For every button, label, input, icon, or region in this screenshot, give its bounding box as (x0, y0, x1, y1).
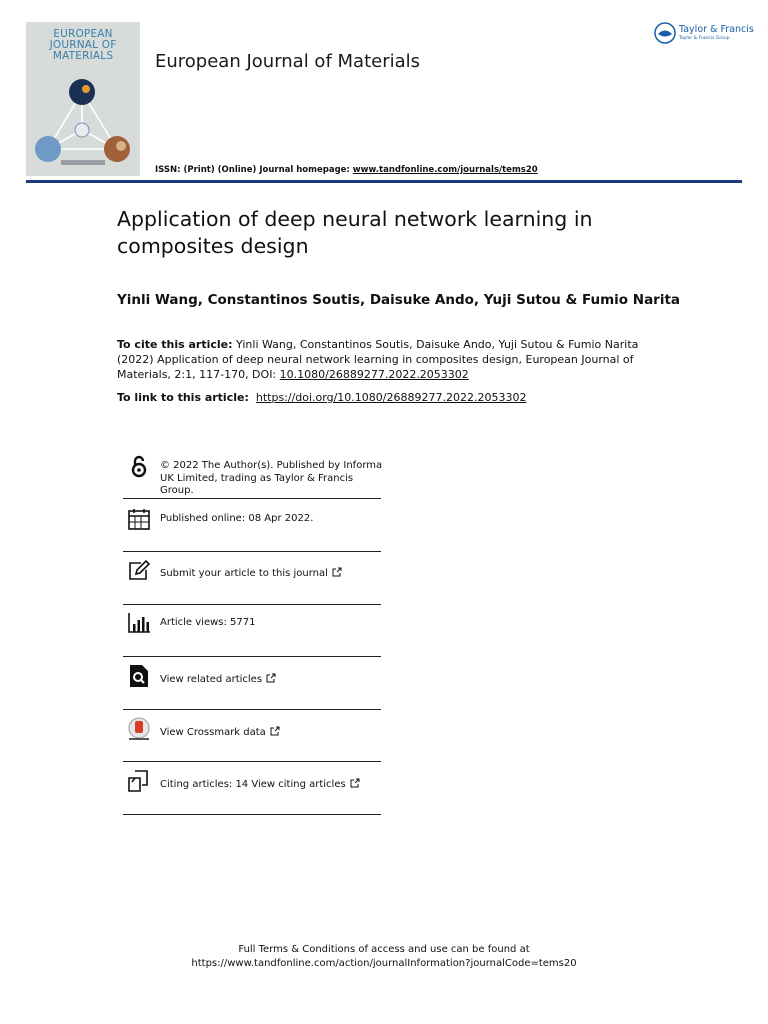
external-link-icon (350, 778, 360, 788)
info-divider (123, 551, 381, 552)
cite-doi-link[interactable]: 10.1080/26889277.2022.2053302 (279, 368, 469, 381)
article-views-text: Article views: 5771 (160, 617, 256, 628)
cover-artwork (26, 22, 140, 176)
calendar-icon (127, 507, 151, 531)
submit-article-link[interactable]: Submit your article to this journal (160, 568, 328, 579)
cover-title: EUROPEAN JOURNAL OF MATERIALS (49, 28, 117, 62)
external-link-icon (270, 726, 280, 736)
article-title: Application of deep neural network learning in composites design (117, 207, 593, 258)
journal-cover (26, 22, 140, 176)
link-label: To link to this article: (117, 391, 249, 404)
cite-label: To cite this article: (117, 338, 233, 351)
footer-terms (0, 943, 768, 971)
crossmark-link[interactable]: View Crossmark data (160, 727, 266, 738)
footer-terms-link[interactable]: https://www.tandfonline.com/action/journalInformation?journalCode=tems20 (191, 958, 577, 969)
info-divider (123, 656, 381, 657)
edit-icon (127, 559, 151, 583)
info-divider (123, 814, 381, 815)
citation-block (117, 337, 657, 382)
publisher-subname: Taylor & Francis Group (679, 36, 730, 41)
open-access-text: © 2022 The Author(s). Published by Informa UK Limited, trading as Taylor & Francis Group. (160, 460, 383, 496)
info-divider (123, 761, 381, 762)
info-divider (123, 709, 381, 710)
journal-name: European Journal of Materials (155, 51, 421, 72)
citing-articles-link[interactable]: Citing articles: 14 View citing articles (160, 779, 346, 790)
open-access-icon (127, 455, 151, 479)
citing-articles-icon (127, 769, 151, 793)
article-doi-link[interactable]: https://doi.org/10.1080/26889277.2022.2053302 (255, 391, 527, 404)
external-link-icon (332, 567, 342, 577)
info-divider (123, 604, 381, 605)
related-articles-link[interactable]: View related articles (160, 674, 263, 685)
bar-chart-icon (127, 611, 151, 635)
crossmark-icon (127, 717, 151, 741)
cite-text: Yinli Wang, Constantinos Soutis, Daisuke Ando, Yuji Sutou & Fumio Narita (2022) Application of deep neural network learning in composites design, European Journal of Materials, 2:1, 117-170, DOI: (117, 338, 639, 381)
published-text: Published online: 08 Apr 2022. (160, 513, 314, 524)
issn-line: ISSN: (Print) (Online) Journal homepage: www.tandfonline.com/journals/tems20 (155, 165, 538, 175)
footer-line-1: Full Terms & Conditions of access and use can be found at (238, 944, 530, 955)
article-authors: Yinli Wang, Constantinos Soutis, Daisuke Ando, Yuji Sutou & Fumio Narita (117, 292, 681, 308)
publisher-name: Taylor & Francis (679, 24, 754, 35)
article-link-line (117, 391, 526, 404)
external-link-icon (266, 673, 276, 683)
info-divider (123, 498, 381, 499)
header-divider (26, 180, 742, 183)
journal-homepage-link[interactable]: www.tandfonline.com/journals/tems20 (352, 165, 538, 175)
search-document-icon (127, 664, 151, 688)
